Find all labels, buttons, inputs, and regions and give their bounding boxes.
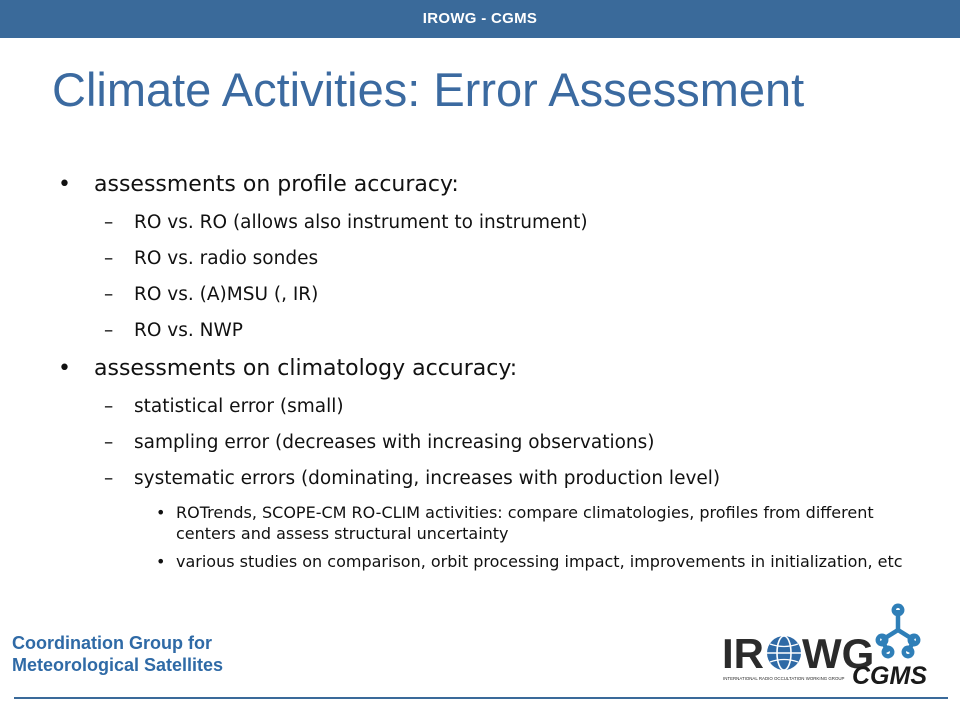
- bullet-dot-icon: •: [58, 172, 71, 197]
- org-name-line2: Meteorological Satellites: [12, 655, 224, 675]
- list-item: [58, 502, 928, 544]
- bullet-dot-icon: •: [156, 503, 166, 522]
- header-title: IROWG - CGMS: [422, 10, 538, 27]
- list-item: [58, 282, 928, 308]
- bullet-text: assessments on profile accuracy:: [94, 172, 459, 197]
- slide-title: Climate Activities: Error Assessment: [52, 63, 805, 116]
- irowg-logo: [722, 624, 875, 684]
- cgms-logo: [852, 604, 944, 688]
- slide-content: [58, 170, 928, 579]
- dash-icon: –: [104, 248, 114, 269]
- dash-icon: –: [104, 320, 114, 341]
- cgms-logo-text: CGMS: [852, 662, 927, 690]
- satellite-network-icon: [878, 606, 918, 656]
- list-item: [58, 430, 928, 456]
- bullet-profile-accuracy: [58, 170, 928, 200]
- dash-icon: –: [104, 432, 114, 453]
- irowg-logo-tagline: INTERNATIONAL RADIO OCCULTATION WORKING GROUP: [723, 676, 845, 681]
- list-item: [58, 210, 928, 236]
- list-item-text: statistical error (small): [134, 396, 344, 417]
- list-item-text: RO vs. radio sondes: [134, 248, 319, 269]
- list-item: [58, 318, 928, 344]
- org-name-line1: Coordination Group for: [12, 633, 212, 653]
- bullet-text: assessments on climatology accuracy:: [94, 356, 518, 381]
- irowg-logo-text-left: IR: [722, 630, 764, 677]
- globe-icon: [767, 636, 801, 670]
- list-item-text: ROTrends, SCOPE-CM RO-CLIM activities: compare climatologies, profiles from different centers and assess structural uncertainty: [176, 503, 874, 543]
- list-item: [58, 246, 928, 272]
- list-item-text: RO vs. NWP: [134, 320, 243, 341]
- bullet-climatology-accuracy: [58, 354, 928, 384]
- dash-icon: –: [104, 468, 114, 489]
- list-item: [58, 394, 928, 420]
- bullet-dot-icon: •: [58, 356, 71, 381]
- irowg-logo-text-right: WG: [802, 630, 875, 677]
- list-item-text: systematic errors (dominating, increases with production level): [134, 468, 721, 489]
- header-bar: [0, 0, 960, 38]
- list-item-text: RO vs. (A)MSU (, IR): [134, 284, 319, 305]
- list-item: [58, 551, 928, 572]
- list-item: [58, 466, 928, 492]
- dash-icon: –: [104, 212, 114, 233]
- dash-icon: –: [104, 396, 114, 417]
- list-item-text: sampling error (decreases with increasing observations): [134, 432, 655, 453]
- list-item-text: various studies on comparison, orbit processing impact, improvements in initialization, etc: [176, 552, 903, 571]
- footer-divider: [14, 697, 948, 699]
- dash-icon: –: [104, 284, 114, 305]
- bullet-dot-icon: •: [156, 552, 166, 571]
- org-name: [12, 632, 223, 676]
- list-item-text: RO vs. RO (allows also instrument to instrument): [134, 212, 588, 233]
